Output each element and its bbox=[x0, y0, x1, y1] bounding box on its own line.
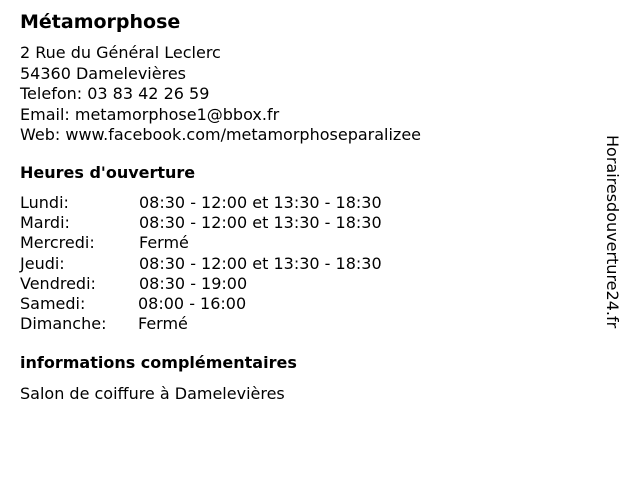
info-description: Salon de coiffure à Damelevières bbox=[20, 384, 285, 403]
hours-row-wednesday bbox=[20, 233, 440, 253]
hours-heading: Heures d'ouverture bbox=[20, 163, 196, 182]
hours-value: 08:00 - 16:00 bbox=[138, 293, 247, 313]
hours-table bbox=[20, 193, 440, 334]
day-label: Vendredi: bbox=[20, 273, 96, 293]
hours-value: 08:30 - 12:00 et 13:30 - 18:30 bbox=[139, 213, 382, 233]
contact-block bbox=[20, 43, 421, 146]
address-city: 54360 Damelevières bbox=[20, 63, 186, 83]
day-label: Mardi: bbox=[20, 213, 70, 233]
day-label: Dimanche: bbox=[20, 314, 107, 334]
hours-row-sunday bbox=[20, 314, 440, 334]
hours-row-monday bbox=[20, 193, 440, 213]
hours-value: 08:30 - 19:00 bbox=[139, 273, 248, 293]
info-heading: informations complémentaires bbox=[20, 353, 297, 372]
hours-row-saturday bbox=[20, 294, 440, 314]
hours-row-thursday bbox=[20, 254, 440, 274]
business-name: Métamorphose bbox=[20, 11, 181, 33]
hours-value: Fermé bbox=[139, 233, 189, 253]
hours-value: 08:30 - 12:00 et 13:30 - 18:30 bbox=[139, 253, 382, 273]
hours-value: 08:30 - 12:00 et 13:30 - 18:30 bbox=[139, 193, 382, 212]
day-label: Mercredi: bbox=[20, 233, 95, 253]
hours-row-tuesday bbox=[20, 213, 440, 233]
address-street: 2 Rue du Général Leclerc bbox=[20, 43, 221, 62]
phone-number: Telefon: 03 83 42 26 59 bbox=[20, 84, 210, 103]
day-label: Samedi: bbox=[20, 293, 86, 313]
day-label: Jeudi: bbox=[20, 253, 65, 273]
day-label: Lundi: bbox=[20, 193, 69, 212]
email-address: Email: metamorphose1@bbox.fr bbox=[20, 104, 280, 124]
site-watermark: Horairesdouverture24.fr bbox=[603, 135, 622, 329]
website-link: Web: www.facebook.com/metamorphoseparalizee bbox=[20, 125, 422, 144]
hours-row-friday bbox=[20, 274, 440, 294]
hours-value: Fermé bbox=[138, 314, 188, 334]
